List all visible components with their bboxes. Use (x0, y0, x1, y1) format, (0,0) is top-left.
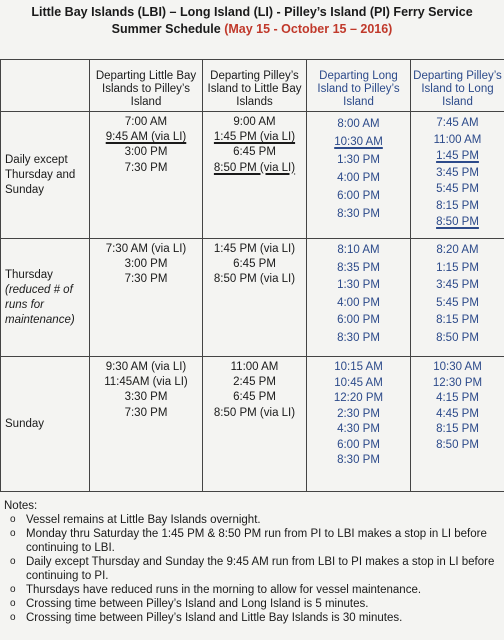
times-thursday-li-pi (307, 239, 411, 357)
notes-section (4, 499, 500, 625)
row-thursday (1, 239, 504, 357)
time-entry: 2:45 PM (233, 376, 276, 389)
time-entry: 8:50 PM (436, 438, 479, 451)
times-sunday-lbi-pi (90, 357, 203, 492)
times-daily-pi-lbi (203, 112, 307, 239)
time-entry: 12:20 PM (333, 392, 384, 404)
notes-list (4, 513, 500, 625)
note-item: o Thursdays have reduced runs in the morning to allow for vessel maintenance. (10, 584, 422, 596)
time-entry: 11:45AM (via LI) (104, 376, 188, 389)
time-entry: 7:45 AM (436, 117, 479, 129)
time-entry: 8:20 AM (436, 244, 479, 256)
time-entry: 3:00 PM (124, 146, 168, 159)
header-pi-to-lbi: Departing Pilley’s Island to Little Bay Islands (203, 60, 307, 112)
header-lbi-to-pi: Departing Little Bay Islands to Pilley’s Island (90, 60, 203, 112)
title-line-2 (0, 21, 504, 38)
row-label-daily: Daily except Thursday and Sunday (1, 112, 90, 239)
times-sunday-li-pi (307, 357, 411, 492)
document-title (0, 4, 504, 38)
time-entry: 8:15 PM (436, 423, 479, 435)
time-entry: 7:30 PM (124, 406, 168, 419)
time-entry: 3:45 PM (436, 166, 479, 179)
time-entry: 6:00 PM (337, 438, 380, 451)
times-thursday-lbi-pi (90, 239, 203, 357)
time-entry: 3:45 PM (436, 279, 479, 291)
time-entry: 6:45 PM (233, 146, 276, 159)
times-thursday-pi-lbi (203, 239, 307, 357)
time-entry: 3:30 PM (124, 391, 168, 404)
time-entry: 8:30 PM (337, 454, 380, 466)
schedule-table (0, 59, 504, 492)
time-entry: 1:45 PM (via LI) (213, 243, 296, 255)
header-row (1, 60, 504, 112)
time-entry: 5:45 PM (436, 296, 479, 309)
time-entry: 1:30 PM (337, 154, 380, 166)
time-entry: 7:30 PM (124, 273, 168, 286)
row-label-thursday: Thursday (reduced # of runs for maintenance) (1, 239, 90, 357)
time-entry: 6:00 PM (337, 314, 380, 326)
time-entry: 2:30 PM (337, 407, 380, 420)
times-daily-li-pi (307, 112, 411, 239)
header-pi-to-li: Departing Pilley’s Island to Long Island (411, 60, 504, 112)
time-entry: 6:45 PM (233, 258, 276, 271)
title-schedule-label: Summer Schedule (111, 22, 221, 36)
times-daily-pi-li (411, 112, 504, 239)
time-entry: 9:30 AM (via LI) (105, 361, 187, 373)
time-entry: 8:50 PM (via LI) (213, 273, 296, 286)
row-sunday (1, 357, 504, 492)
time-entry: 7:30 PM (124, 161, 168, 174)
times-sunday-pi-lbi (203, 357, 307, 492)
time-entry: 5:45 PM (436, 183, 479, 195)
time-entry: 8:50 PM (436, 216, 479, 228)
row-label-sunday: Sunday (1, 357, 90, 492)
time-entry: 7:00 AM (124, 116, 168, 128)
time-entry: 8:30 PM (337, 331, 380, 344)
time-entry: 12:30 PM (432, 376, 483, 389)
note-item: o Crossing time between Pilley’s Island and Little Bay Islands is 30 minutes. (10, 612, 403, 624)
header-li-to-pi: Departing Long Island to Pilley’s Island (307, 60, 411, 112)
time-entry: 8:10 AM (337, 244, 380, 256)
time-entry: 6:45 PM (233, 391, 276, 404)
time-entry: 4:00 PM (337, 296, 380, 309)
time-entry: 10:30 AM (433, 361, 482, 373)
title-dates: (May 15 - October 15 – 2016) (224, 22, 393, 36)
time-entry: 4:30 PM (337, 423, 380, 435)
row-daily (1, 112, 504, 239)
time-entry: 8:15 PM (436, 199, 479, 212)
time-entry: 8:15 PM (436, 314, 479, 326)
note-item: o Monday thru Saturday the 1:45 PM & 8:50 PM run from PI to LBI makes a stop in LI before continuing to LBI. (10, 528, 487, 554)
time-entry: 10:45 AM (334, 376, 383, 389)
note-item: o Crossing time between Pilley’s Island and Long Island is 5 minutes. (10, 598, 369, 610)
time-entry: 1:30 PM (337, 279, 380, 291)
title-line-1: Little Bay Islands (LBI) – Long Island (LI) - Pilley’s Island (PI) Ferry Service (31, 5, 473, 19)
time-entry: 10:15 AM (334, 361, 383, 373)
times-sunday-pi-li (411, 357, 504, 492)
time-entry: 8:50 PM (via LI) (213, 161, 296, 174)
time-entry: 8:35 PM (337, 261, 380, 274)
time-entry: 8:50 PM (436, 331, 479, 344)
time-entry: 1:15 PM (436, 261, 479, 274)
time-entry: 6:00 PM (337, 190, 380, 202)
time-entry: 8:30 PM (337, 208, 380, 220)
time-entry: 11:00 AM (433, 133, 482, 146)
time-entry: 4:00 PM (337, 172, 380, 184)
time-entry: 11:00 AM (230, 361, 279, 373)
time-entry: 3:00 PM (124, 258, 168, 271)
time-entry: 8:00 AM (337, 118, 380, 130)
time-entry: 4:15 PM (436, 392, 479, 404)
times-thursday-pi-li (411, 239, 504, 357)
note-item: o Daily except Thursday and Sunday the 9:45 AM run from LBI to PI makes a stop in LI before continuing to PI. (10, 556, 495, 582)
time-entry: 9:00 AM (233, 116, 276, 128)
time-entry: 1:45 PM (436, 150, 479, 162)
time-entry: 1:45 PM (via LI) (213, 131, 296, 144)
time-entry: 4:45 PM (436, 407, 479, 420)
notes-heading: Notes: (4, 500, 38, 512)
time-entry: 9:45 AM (via LI) (105, 131, 187, 144)
times-daily-lbi-pi (90, 112, 203, 239)
time-entry: 10:30 AM (334, 136, 383, 148)
time-entry: 8:50 PM (via LI) (213, 406, 296, 419)
note-item: o Vessel remains at Little Bay Islands overnight. (10, 514, 261, 526)
header-corner (1, 60, 90, 112)
time-entry: 7:30 AM (via LI) (105, 243, 187, 255)
